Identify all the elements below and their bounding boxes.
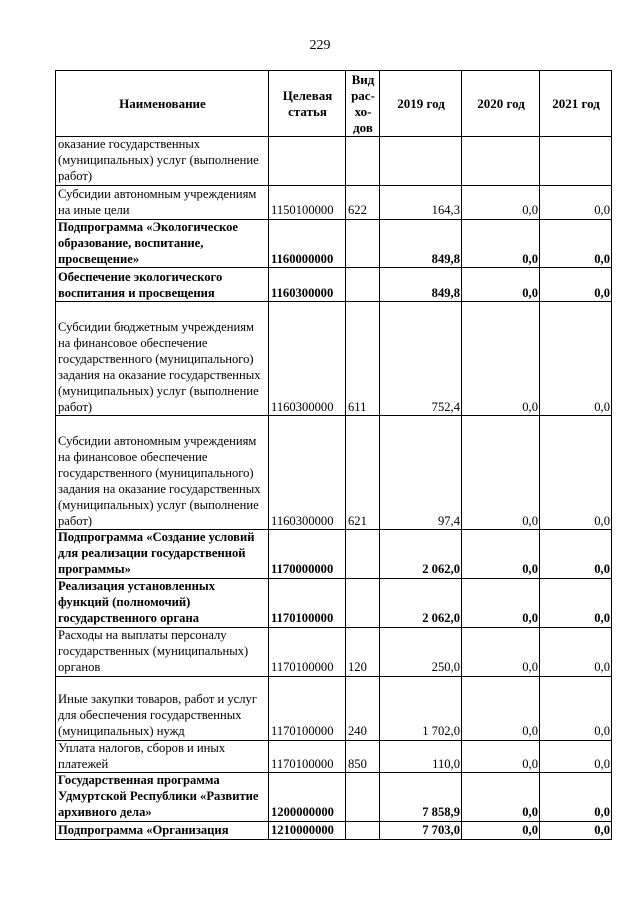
row-expense-type-cell	[346, 773, 380, 822]
row-target-article-cell: 1170100000	[269, 627, 346, 676]
header-2021: 2021 год	[540, 71, 612, 137]
row-2021-cell: 0,0	[540, 676, 612, 740]
row-2019-cell: 752,4	[380, 302, 462, 416]
row-expense-type-cell	[346, 268, 380, 302]
row-name-cell: Расходы на выплаты персоналу государственных (муниципальных) органов	[56, 627, 269, 676]
row-2020-cell	[462, 137, 540, 186]
row-name-cell: Реализация установленных функций (полномочий) государственного органа	[56, 579, 269, 628]
row-expense-type-cell: 850	[346, 740, 380, 773]
row-2020-cell: 0,0	[462, 822, 540, 840]
row-2020-cell: 0,0	[462, 219, 540, 268]
header-expense-type: Вид рас-хо-дов	[346, 71, 380, 137]
header-2020: 2020 год	[462, 71, 540, 137]
row-2021-cell: 0,0	[540, 740, 612, 773]
row-target-article-cell: 1170000000	[269, 530, 346, 579]
row-target-article-cell: 1200000000	[269, 773, 346, 822]
row-2021-cell: 0,0	[540, 530, 612, 579]
row-2021-cell	[540, 137, 612, 186]
row-expense-type-cell: 240	[346, 676, 380, 740]
row-2019-cell: 164,3	[380, 185, 462, 219]
row-2021-cell: 0,0	[540, 579, 612, 628]
row-2020-cell: 0,0	[462, 676, 540, 740]
row-2019-cell	[380, 137, 462, 186]
table-row	[56, 219, 612, 268]
row-2019-cell: 250,0	[380, 627, 462, 676]
row-target-article-cell: 1170100000	[269, 740, 346, 773]
row-expense-type-cell	[346, 137, 380, 186]
row-name-cell: Обеспечение экологического воспитания и просвещения	[56, 268, 269, 302]
table-row	[56, 302, 612, 416]
row-2020-cell: 0,0	[462, 416, 540, 530]
table-row	[56, 773, 612, 822]
row-2019-cell: 849,8	[380, 268, 462, 302]
table-row	[56, 416, 612, 530]
row-2021-cell: 0,0	[540, 627, 612, 676]
row-name-cell: Подпрограмма «Экологическое образование, воспитание, просвещение»	[56, 219, 269, 268]
row-name-cell: Подпрограмма «Организация	[56, 822, 269, 840]
row-expense-type-cell: 611	[346, 302, 380, 416]
row-name-cell: Субсидии бюджетным учреждениям на финансовое обеспечение государственного (муниципального) задания на оказание государственных (муниципальных) услуг (выполнение работ)	[56, 302, 269, 416]
row-name-cell: оказание государственных (муниципальных) услуг (выполнение работ)	[56, 137, 269, 186]
row-2020-cell: 0,0	[462, 579, 540, 628]
row-name-cell: Уплата налогов, сборов и иных платежей	[56, 740, 269, 773]
row-2020-cell: 0,0	[462, 530, 540, 579]
table-row	[56, 740, 612, 773]
row-name-cell: Подпрограмма «Создание условий для реализации государственной программы»	[56, 530, 269, 579]
row-target-article-cell: 1150100000	[269, 185, 346, 219]
table-row	[56, 185, 612, 219]
row-2019-cell: 2 062,0	[380, 579, 462, 628]
row-target-article-cell: 1170100000	[269, 676, 346, 740]
row-target-article-cell: 1160300000	[269, 416, 346, 530]
table-row	[56, 268, 612, 302]
header-target-article: Целевая статья	[269, 71, 346, 137]
row-2021-cell: 0,0	[540, 219, 612, 268]
row-name-cell: Иные закупки товаров, работ и услуг для обеспечения государственных (муниципальных) нужд	[56, 676, 269, 740]
row-name-cell: Государственная программа Удмуртской Республики «Развитие архивного дела»	[56, 773, 269, 822]
row-expense-type-cell	[346, 579, 380, 628]
row-2020-cell: 0,0	[462, 302, 540, 416]
table-header-row	[56, 71, 612, 137]
table-row	[56, 137, 612, 186]
header-name: Наименование	[56, 71, 269, 137]
row-2019-cell: 1 702,0	[380, 676, 462, 740]
row-2020-cell: 0,0	[462, 627, 540, 676]
row-2020-cell: 0,0	[462, 740, 540, 773]
row-expense-type-cell: 621	[346, 416, 380, 530]
row-2019-cell: 849,8	[380, 219, 462, 268]
row-target-article-cell: 1160300000	[269, 268, 346, 302]
row-2021-cell: 0,0	[540, 185, 612, 219]
table-row	[56, 530, 612, 579]
page-number: 229	[309, 38, 331, 53]
row-2019-cell: 7 858,9	[380, 773, 462, 822]
row-2020-cell: 0,0	[462, 268, 540, 302]
row-2019-cell: 2 062,0	[380, 530, 462, 579]
row-2021-cell: 0,0	[540, 822, 612, 840]
row-target-article-cell: 1210000000	[269, 822, 346, 840]
row-target-article-cell: 1170100000	[269, 579, 346, 628]
row-2019-cell: 110,0	[380, 740, 462, 773]
row-2021-cell: 0,0	[540, 773, 612, 822]
row-expense-type-cell	[346, 530, 380, 579]
row-target-article-cell: 1160000000	[269, 219, 346, 268]
row-2020-cell: 0,0	[462, 773, 540, 822]
row-2019-cell: 7 703,0	[380, 822, 462, 840]
row-2021-cell: 0,0	[540, 416, 612, 530]
budget-table	[55, 70, 612, 840]
row-name-cell: Субсидии автономным учреждениям на финансовое обеспечение государственного (муниципального) задания на оказание государственных (муниципальных) услуг (выполнение работ)	[56, 416, 269, 530]
row-target-article-cell: 1160300000	[269, 302, 346, 416]
table-row	[56, 627, 612, 676]
row-2021-cell: 0,0	[540, 268, 612, 302]
row-target-article-cell	[269, 137, 346, 186]
row-expense-type-cell	[346, 822, 380, 840]
table-body	[56, 137, 612, 840]
row-2021-cell: 0,0	[540, 302, 612, 416]
row-expense-type-cell	[346, 219, 380, 268]
header-2019: 2019 год	[380, 71, 462, 137]
table-row	[56, 676, 612, 740]
row-name-cell: Субсидии автономным учреждениям на иные цели	[56, 185, 269, 219]
row-expense-type-cell: 622	[346, 185, 380, 219]
row-2020-cell: 0,0	[462, 185, 540, 219]
row-2019-cell: 97,4	[380, 416, 462, 530]
row-expense-type-cell: 120	[346, 627, 380, 676]
table-row	[56, 579, 612, 628]
table-row	[56, 822, 612, 840]
